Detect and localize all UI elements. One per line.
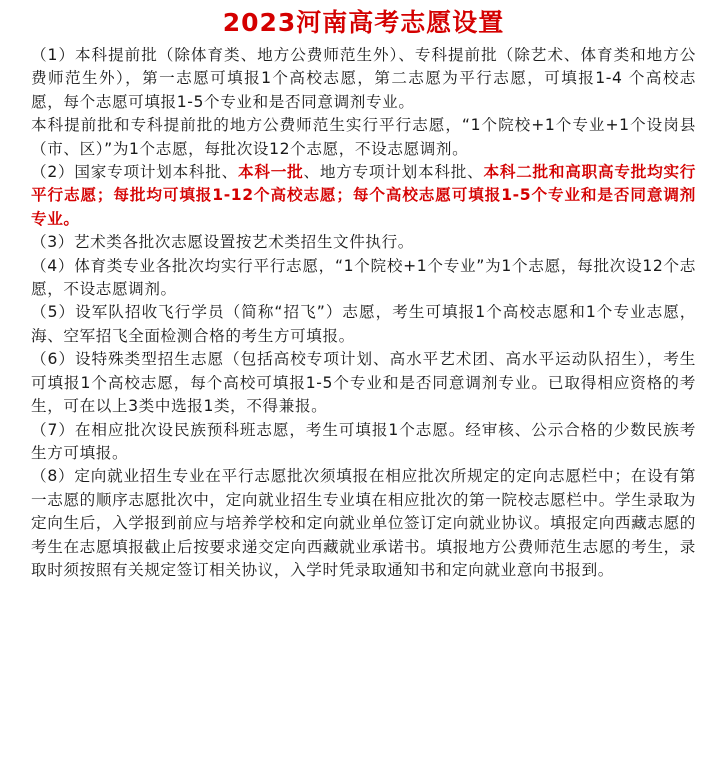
page-title: 2023河南高考志愿设置 bbox=[222, 8, 505, 37]
item-6-paragraph: （6）设特殊类型招生志愿（包括高校专项计划、高水平艺术团、高水平运动队招生），考生可填报1个高校志愿，每个高校可填报1-5个专业和是否同意调剂专业。已取得相应资格的考生，可在以上3类中选报1类，不得兼报。 bbox=[31, 350, 696, 416]
item-5-paragraph: （5）设军队招收飞行学员（简称“招飞”）志愿，考生可填报1个高校志愿和1个专业志愿，海、空军招飞全面检测合格的考生方可填报。 bbox=[31, 303, 696, 345]
item-7-paragraph: （7）在相应批次设民族预科班志愿，考生可填报1个志愿。经审核、公示合格的少数民族考生方可填报。 bbox=[31, 420, 696, 462]
item-1-paragraph: （1）本科提前批（除体育类、地方公费师范生外）、专科提前批（除艺术、体育类和地方公费师范生外），第一志愿可填报1个高校志愿，第二志愿为平行志愿，可填报1-4 个高校志愿，每个志愿可填报1-5个专业和是否同意调剂专业。 bbox=[31, 46, 696, 111]
item-8-paragraph: （8）定向就业招生专业在平行志愿批次须填报在相应批次所规定的定向志愿栏中；在设有第一志愿的顺序志愿批次中，定向就业招生专业填在相应批次的第一院校志愿栏中。学生录取为定向生后，入学报到前应与培养学校和定向就业单位签订定向就业协议。填报定向西藏志愿的考生在志愿填报截止后按要求递交定向西藏就业承诺书。填报地方公费师范生志愿的考生，录取时须按照有关规定签订相关协议，入学时凭录取通知书和定向就业意向书报到。 bbox=[31, 467, 696, 579]
document-body bbox=[31, 44, 696, 582]
item-3-paragraph: （3）艺术类各批次志愿设置按艺术类招生文件执行。 bbox=[31, 233, 414, 252]
item-1-supplement-paragraph: 本科提前批和专科提前批的地方公费师范生实行平行志愿，“1个院校+1个专业+1个设岗县（市、区）”为1个志愿，每批次设12个志愿，不设志愿调剂。 bbox=[31, 116, 696, 158]
item-2-highlight-2: 本科二批和高职高专批均实行平行志愿；每批均可填报1-12个高校志愿；每个高校志愿可填报1-5个专业和是否同意调剂专业。 bbox=[31, 163, 696, 228]
item-2-paragraph bbox=[31, 161, 696, 231]
item-2-highlight-1: 本科一批 bbox=[238, 163, 304, 182]
item-4-paragraph: （4）体育类专业各批次均实行平行志愿，“1个院校+1个专业”为1个志愿，每批次设12个志愿，不设志愿调剂。 bbox=[31, 256, 696, 299]
item-2-middle-text: 、地方专项计划本科批、 bbox=[303, 163, 484, 182]
item-2-lead-text: （2）国家专项计划本科批、 bbox=[31, 163, 239, 182]
